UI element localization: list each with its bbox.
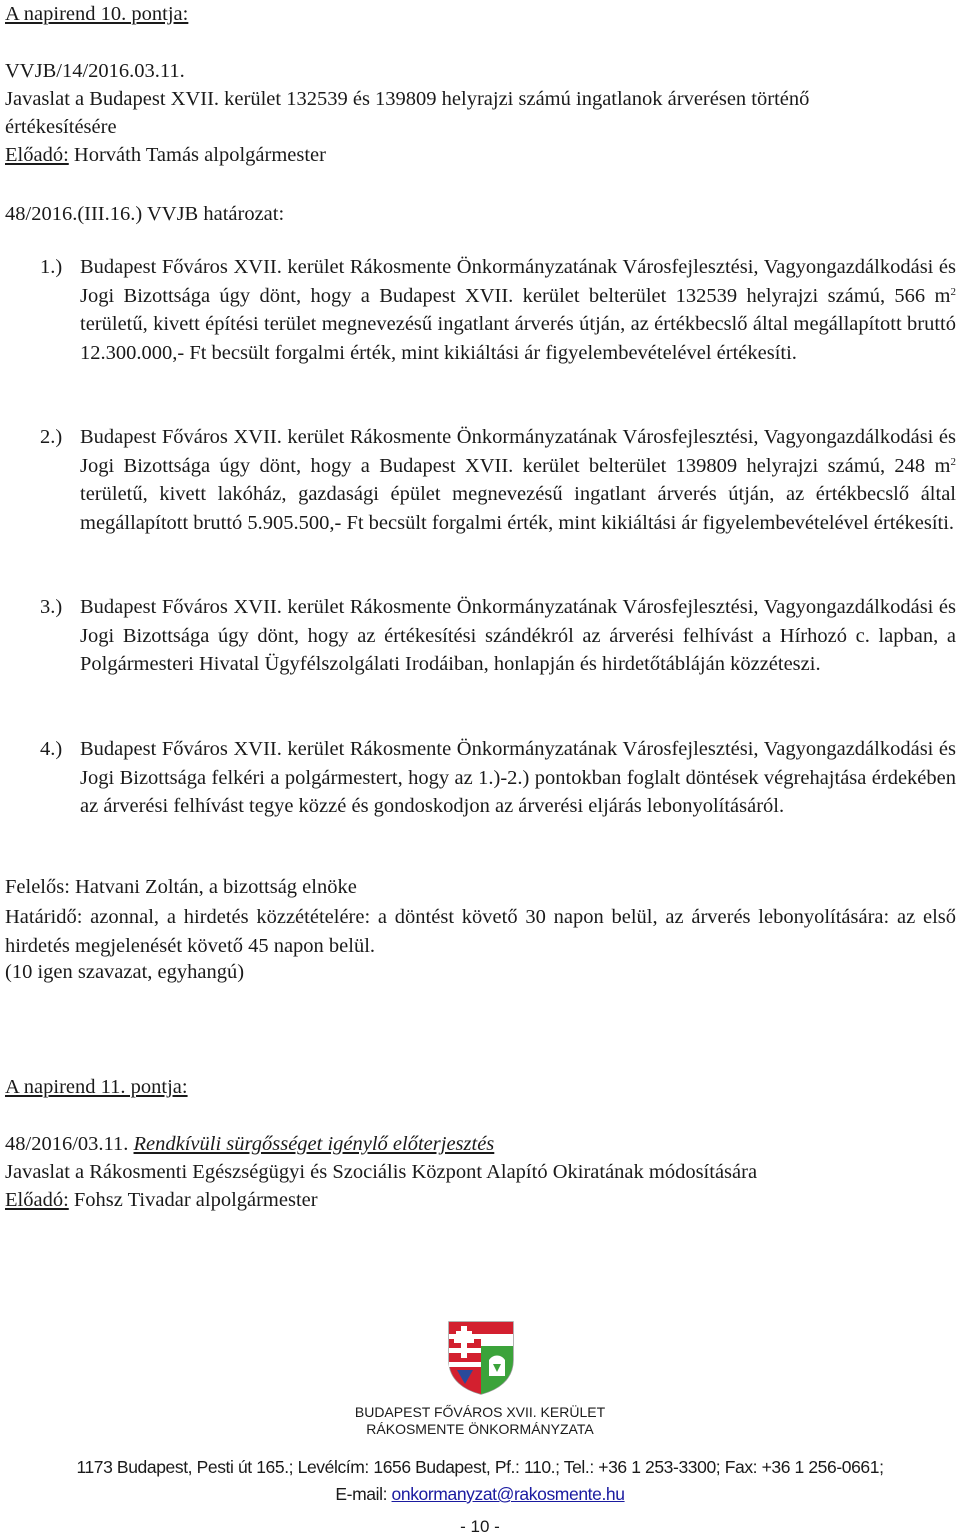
page-number: - 10 - [460,1517,500,1536]
presenter-name: Horváth Tamás alpolgármester [68,144,326,166]
item-10-title-line1: Javaslat a Budapest XVII. kerület 132539 és 139809 helyrajzi számú ingatlanok árverésen történő [5,88,810,110]
footer-address: 1173 Budapest, Pesti út 165.; Levélcím: 1656 Budapest, Pf.: 110.; Tel.: +36 1 253-3300; Fax: +36 1 256-0661; [76,1457,884,1477]
coat-of-arms-icon [447,1320,515,1396]
resolution-point-3: 3.) Budapest Főváros XVII. kerület Rákosmente Önkormányzatának Városfejlesztési, Vagyongazdálkodási és Jogi Bizottsága úgy dönt, hogy az értékesítési szándékról az árverési felhívást a Hírhozó c. lapban, a Polgármesteri Hivatal Ügyfélszolgálati Irodáiban, honlapján és hirdetőtábláján közzéteszi. [80,593,956,679]
footer-org-line2: RÁKOSMENTE ÖNKORMÁNYZATA [366,1421,594,1437]
urgent-note: Rendkívüli sürgősséget igénylő előterjesztés [133,1133,495,1155]
deadline: Határidő: azonnal, a hirdetés közzétételére: a döntést követő 30 napon belül, az árverés lebonyolítására: az első hirdetés megjelenését követő 45 napon belül. [5,906,956,957]
email-link[interactable]: onkormanyzat@rakosmente.hu [391,1484,625,1504]
footer-org-line1: BUDAPEST FŐVÁROS XVII. KERÜLET [354,1404,606,1420]
item-11-reference-line [5,1134,494,1155]
resolution-point-2: 2.) Budapest Főváros XVII. kerület Rákosmente Önkormányzatának Városfejlesztési, Vagyongazdálkodási és Jogi Bizottsága úgy dönt, hogy a Budapest XVII. kerület belterület 139809 helyrajzi számú, 248 $m^2$ területű, kivett lakóház, gazdasági épület megnevezésű ingatlant árverés útján, az értékbecslő által megállapított bruttó 5.905.500,- Ft becsült forgalmi érték, mint kikiáltási ár figyelembevételével értékesíti. [80,423,956,537]
item-11-title: Javaslat a Rákosmenti Egészségügyi és Szociális Központ Alapító Okiratának módosítására [5,1161,758,1183]
item-11-presenter [5,1190,318,1211]
item-10-reference: VVJB/14/2016.03.11. [5,60,185,82]
item-11-reference: 48/2016/03.11. [5,1133,129,1155]
point-number: 3.) [40,596,63,618]
agenda-item-11-heading: A napirend 11. pontja: [5,1076,188,1098]
presenter-label: Előadó: [5,144,69,166]
item-10-title-line2: értékesítésére [5,116,117,138]
resolution-point-4: 4.) Budapest Főváros XVII. kerület Rákosmente Önkormányzatának Városfejlesztési, Vagyongazdálkodási és Jogi Bizottsága felkéri a polgármestert, hogy az 1.)-2.) pontokban foglalt döntések végrehajtása érdekében az árverési felhívást tegye közzé és gondoskodjon az árverési eljárás lebonyolításáról. [80,735,956,821]
point-number: 2.) [40,426,63,448]
resolution-point-1: 1.) Budapest Főváros XVII. kerület Rákosmente Önkormányzatának Városfejlesztési, Vagyongazdálkodási és Jogi Bizottsága úgy dönt, hogy a Budapest XVII. kerület belterület 132539 helyrajzi számú, 566 $m^2$ területű, kivett építési terület megnevezésű ingatlant árverés útján, az értékbecslő által megállapított bruttó 12.300.000,- Ft becsült forgalmi érték, mint kikiáltási ár figyelembevételével értékesíti. [80,253,956,367]
footer-email-line [0,1486,960,1504]
email-label: E-mail: [335,1484,392,1504]
item-10-presenter [5,145,326,166]
presenter-label: Előadó: [5,1189,69,1211]
presenter-name: Fohsz Tivadar alpolgármester [68,1189,318,1211]
agenda-item-10-heading: A napirend 10. pontja: [5,3,189,25]
point-number: 4.) [40,738,63,760]
resolution-reference: 48/2016.(III.16.) VVJB határozat: [5,203,285,225]
responsible-person: Felelős: Hatvani Zoltán, a bizottság elnöke [5,876,357,898]
vote-result: (10 igen szavazat, egyhangú) [5,961,245,983]
point-number: 1.) [40,256,63,278]
